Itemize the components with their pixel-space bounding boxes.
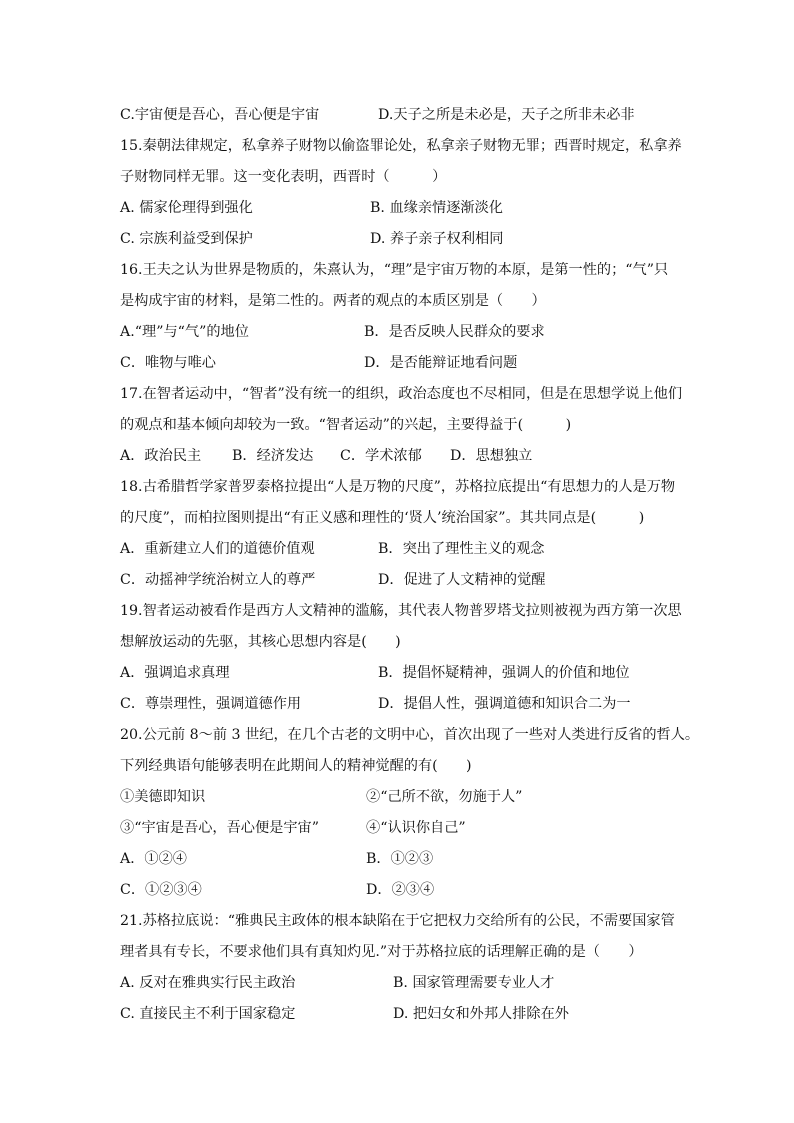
q19-options-row-ab: [120, 658, 680, 689]
q17-options-row: [120, 441, 680, 472]
q21-option-c: C. 直接民主不利于国家稳定: [120, 1006, 296, 1022]
q16-options-row-cd: [120, 348, 680, 379]
q20-options-row-cd: [120, 875, 680, 906]
q18-option-d: D．促进了人文精神的觉醒: [378, 572, 546, 588]
q16-options-row-ab: [120, 317, 680, 348]
q18-option-a: A．重新建立人们的道德价值观: [120, 541, 315, 557]
q17-option-a: A．政治民主: [120, 448, 202, 464]
q18-option-b: B．突出了理性主义的观念: [378, 541, 545, 557]
q20-items-row-12: [120, 782, 680, 813]
q15-options-row-ab: [120, 193, 680, 224]
q21-option-a: A. 反对在雅典实行民主政治: [120, 975, 296, 991]
q16-option-b: B．是否反映人民群众的要求: [364, 324, 545, 340]
q19-options-row-cd: [120, 689, 680, 720]
q20-item-2: ②“己所不欲，勿施于人”: [366, 789, 523, 805]
q15-options-row-cd: [120, 224, 680, 255]
q15-option-c: C. 宗族利益受到保护: [120, 231, 253, 247]
q20-option-b: B．①②③: [366, 851, 434, 867]
q15-option-a: A. 儒家伦理得到强化: [120, 200, 253, 216]
q15-option-b: B. 血缘亲情逐渐淡化: [370, 200, 503, 216]
q15-stem-line-2: 子财物同样无罪。这一变化表明，西晋时（ ）: [120, 169, 447, 185]
q20-option-c: C．①②③④: [120, 882, 202, 898]
q17-stem-line-1: 17.在智者运动中，“智者”没有统一的组织，政治态度也不尽相同，但是在思想学说上他们: [120, 386, 683, 402]
q17-stem-line-2: 的观点和基本倾向却较为一致。“智者运动”的兴起，主要得益于( ): [120, 417, 572, 433]
q16-option-a: A.“理”与“气”的地位: [120, 324, 249, 340]
q16-stem-line-1: 16.王夫之认为世界是物质的，朱熹认为，“理”是宇宙万物的本原，是第一性的；“气”只: [120, 262, 669, 278]
q17-option-c: C．学术浓郁: [340, 448, 422, 464]
q16-option-d: D．是否能辩证地看问题: [364, 355, 518, 371]
q21-options-row-cd: [120, 999, 680, 1030]
q20-item-4: ④“认识你自己”: [366, 820, 466, 836]
q19-option-b: B．提倡怀疑精神，强调人的价值和地位: [378, 665, 630, 681]
q19-stem-line-2: 想解放运动的先驱，其核心思想内容是( ): [120, 634, 401, 650]
q19-option-a: A．强调追求真理: [120, 665, 230, 681]
q15-option-d: D. 养子亲子权利相同: [370, 231, 504, 247]
q20-items-row-34: [120, 813, 680, 844]
q21-stem-line-1: 21.苏格拉底说：“雅典民主政体的根本缺陷在于它把权力交给所有的公民，不需要国家管: [120, 913, 675, 929]
q19-option-c: C．尊崇理性，强调道德作用: [120, 696, 302, 712]
q21-option-b: B. 国家管理需要专业人才: [393, 975, 555, 991]
q16-option-c: C．唯物与唯心: [120, 355, 216, 371]
q19-option-d: D．提倡人性，强调道德和知识合二为一: [378, 696, 631, 712]
q18-stem-line-2: 的尺度”，而柏拉图则提出“有正义感和理性的‘贤人’统治国家”。其共同点是( ): [120, 510, 645, 526]
q20-option-a: A．①②④: [120, 851, 187, 867]
q15-stem-line-1: 15.秦朝法律规定，私拿养子财物以偷盗罪论处，私拿亲子财物无罪；西晋时规定，私拿养: [120, 138, 682, 154]
q14-options-row-cd: [120, 100, 680, 131]
q20-item-3: ③“宇宙是吾心，吾心便是宇宙”: [120, 820, 319, 836]
q18-options-row-cd: [120, 565, 680, 596]
q21-stem-line-2: 理者具有专长，不要求他们具有真知灼见.”对于苏格拉底的话理解正确的是（ ）: [120, 944, 643, 960]
q19-stem-line-1: 19.智者运动被看作是西方人文精神的滥觞，其代表人物普罗塔戈拉则被视为西方第一次思: [120, 603, 682, 619]
q16-stem-line-2: 是构成宇宙的材料，是第二性的。两者的观点的本质区别是（ ）: [120, 293, 546, 309]
q20-stem-line-2: 下列经典语句能够表明在此期间人的精神觉醒的有( ): [120, 758, 472, 774]
q20-options-row-ab: [120, 844, 680, 875]
q17-option-b: B．经济发达: [232, 448, 314, 464]
q21-option-d: D. 把妇女和外邦人排除在外: [393, 1006, 569, 1022]
q18-options-row-ab: [120, 534, 680, 565]
q14-option-c: C.宇宙便是吾心，吾心便是宇宙: [120, 107, 320, 123]
q21-options-row-ab: [120, 968, 680, 999]
q17-option-d: D．思想独立: [450, 448, 533, 464]
q18-option-c: C．动摇神学统治树立人的尊严: [120, 572, 316, 588]
q20-item-1: ①美德即知识: [120, 789, 206, 805]
q20-stem-line-1: 20.公元前 8～前 3 世纪，在几个古老的文明中心，首次出现了一些对人类进行反省的哲人。: [120, 727, 700, 743]
q14-option-d: D.天子之所是未必是，天子之所非未必非: [378, 107, 635, 123]
question-list: [120, 100, 700, 1030]
q18-stem-line-1: 18.古希腊哲学家普罗泰格拉提出“人是万物的尺度”，苏格拉底提出“有思想力的人是万物: [120, 479, 676, 495]
q20-option-d: D．②③④: [366, 882, 435, 898]
